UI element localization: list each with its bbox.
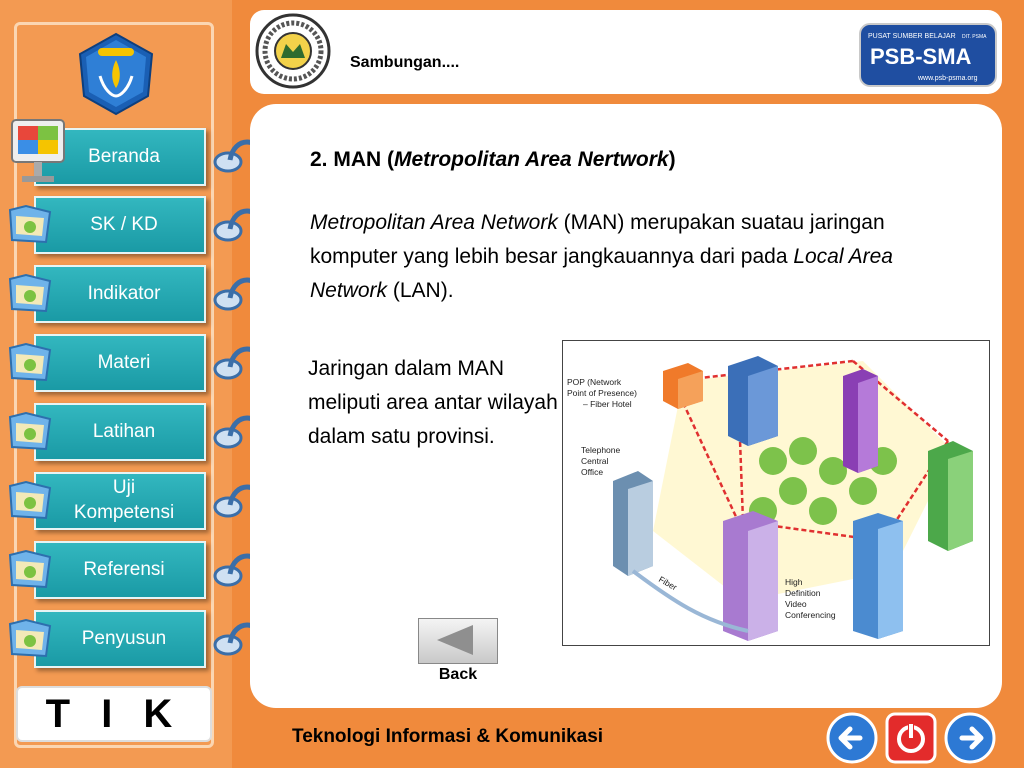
- back-label: Back: [438, 666, 478, 683]
- label-telephone-2: Central: [581, 456, 609, 466]
- prev-arrow-icon[interactable]: [826, 712, 878, 764]
- label-hd-4: Conferencing: [785, 610, 836, 620]
- nav-indikator-label: Indikator: [87, 282, 161, 304]
- definition-paragraph: [310, 206, 950, 308]
- label-telephone-1: Telephone: [581, 445, 621, 455]
- man-diagram-illustration: [563, 341, 988, 644]
- nav-latihan-label: Latihan: [92, 420, 156, 442]
- man-network-diagram: [562, 340, 990, 646]
- para1-italic-term: Metropolitan Area Network: [310, 211, 558, 234]
- nav-indikator-button[interactable]: [34, 265, 206, 323]
- para1-text: (MAN) merupakan suatau jaringan komputer yang lebih besar jangkauannya dari pada: [310, 211, 885, 268]
- label-pop-2: Point of Presence): [567, 388, 637, 398]
- folder-icon: [6, 271, 54, 315]
- sidebar: [0, 0, 232, 768]
- folder-icon: [6, 409, 54, 453]
- label-hd-3: Video: [785, 599, 807, 609]
- folder-icon: [6, 202, 54, 246]
- back-arrow-icon: [419, 619, 496, 662]
- label-pop-3: – Fiber Hotel: [583, 399, 632, 409]
- folder-icon: [6, 340, 54, 384]
- page-heading: [310, 148, 676, 172]
- psb-sma-logo-tag: DIT. PSMA: [962, 34, 987, 40]
- label-hd-2: Definition: [785, 588, 821, 598]
- scope-paragraph: Jaringan dalam MAN meliputi area antar wilayah dalam satu provinsi.: [308, 357, 558, 448]
- nav-beranda-label: Beranda: [88, 145, 160, 167]
- psb-sma-logo-url: www.psb-psma.org: [918, 75, 978, 82]
- nav-sk-kd-label: SK / KD: [90, 213, 158, 235]
- computer-icon: [8, 116, 68, 192]
- tik-badge: T I K: [16, 686, 212, 742]
- nav-sk-kd-button[interactable]: [34, 196, 206, 254]
- nav-referensi-button[interactable]: [34, 541, 206, 599]
- psb-sma-logo-top: PUSAT SUMBER BELAJAR: [868, 33, 956, 40]
- label-telephone-3: Office: [581, 467, 604, 477]
- school-seal-logo: [254, 12, 332, 90]
- header-bar: [250, 10, 1002, 94]
- label-hd-1: High: [785, 577, 803, 587]
- folder-icon: [6, 478, 54, 522]
- tut-wuri-handayani-logo: [72, 30, 160, 118]
- nav-uji-kompetensi-button[interactable]: [34, 472, 206, 530]
- heading-prefix: 2. MAN (: [310, 148, 394, 171]
- folder-icon: [6, 616, 54, 660]
- next-arrow-icon[interactable]: [944, 712, 996, 764]
- psb-sma-logo-text: PSB-SMA: [870, 44, 972, 69]
- header-title: Sambungan....: [350, 54, 460, 71]
- folder-icon: [6, 547, 54, 591]
- label-pop-1: POP (Network: [567, 377, 622, 387]
- content-panel: [250, 104, 1002, 708]
- exit-icon[interactable]: [885, 712, 937, 764]
- nav-penyusun-label: Penyusun: [81, 627, 167, 649]
- para1-text-end: (LAN).: [387, 279, 454, 302]
- nav-materi-label: Materi: [97, 351, 151, 373]
- label-fiber: Fiber: [657, 574, 679, 593]
- footer-title: Teknologi Informasi & Komunikasi: [292, 726, 604, 747]
- nav-materi-button[interactable]: [34, 334, 206, 392]
- heading-italic: Metropolitan Area Nertwork: [394, 148, 669, 171]
- nav-referensi-label: Referensi: [83, 558, 165, 580]
- heading-suffix: ): [668, 148, 676, 171]
- nav-latihan-button[interactable]: [34, 403, 206, 461]
- psb-sma-logo: [858, 18, 998, 90]
- nav-uji-kompetensi-label: Uji Kompetensi: [73, 477, 175, 523]
- back-button[interactable]: [418, 618, 498, 664]
- para1-italic-lan: Local Area Network: [310, 245, 893, 302]
- nav-penyusun-button[interactable]: [34, 610, 206, 668]
